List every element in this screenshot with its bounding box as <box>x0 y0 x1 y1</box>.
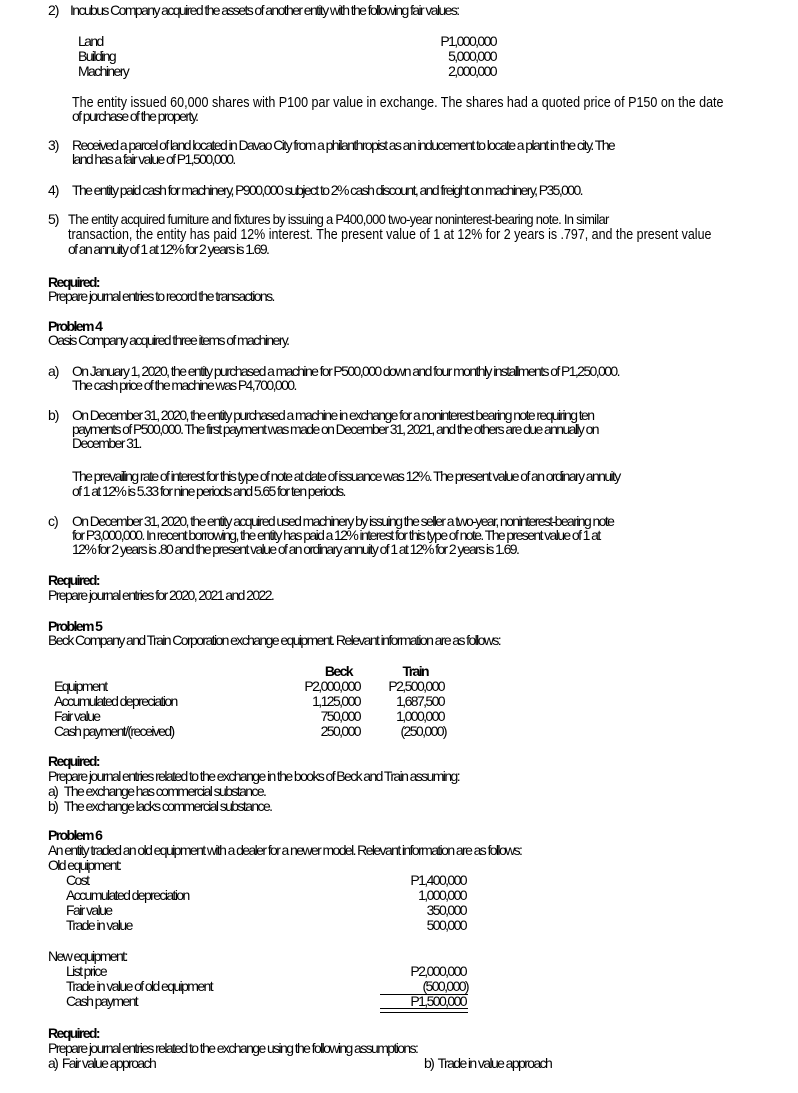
problem-4-b-p2-line1: The prevailing rate of interest for this type of note at date of issuance was 12%. The present value of an ordinary annuity <box>72 468 620 484</box>
table-cell-beck: 750,000 <box>320 708 360 724</box>
item-3-number: 3) <box>48 137 59 153</box>
problem-6-heading: Problem 6 <box>48 827 102 843</box>
item-2-intro: Incubus Company acquired the assets of another entity with the following fair values: <box>70 2 459 18</box>
table-row-label: Fair value <box>54 708 100 724</box>
new-row-value: (500,000) <box>422 978 468 994</box>
problem-6-option-b: b) Trade in value approach <box>424 1055 552 1071</box>
total-double-rule <box>380 1008 468 1013</box>
table-cell-train: 1,000,000 <box>396 708 444 724</box>
item-5-line1: The entity acquired furniture and fixtures by issuing a P400,000 two-year noninterest-bearing note. In similar <box>68 211 609 227</box>
table-row-label: Cash payment/(received) <box>54 723 174 739</box>
table-header-beck: Beck <box>324 663 352 679</box>
old-row-label: Trade in value <box>66 917 132 933</box>
item-5-line2: transaction, the entity has paid 12% interest. The present value of 1 at 12% for 2 years is .797, and the present value <box>68 226 712 243</box>
item-4-number: 4) <box>48 182 59 198</box>
problem-4-a-line1: On January 1, 2020, the entity purchased a machine for P500,000 down and four monthly installments of P1,250,000. <box>72 363 619 379</box>
new-row-value: P1,500,000 <box>410 993 466 1009</box>
table-cell-train: 1,687,500 <box>396 693 444 709</box>
item-2-note-line1: The entity issued 60,000 shares with P100 par value in exchange. The shares had a quoted price of P150 on the date <box>72 94 724 111</box>
asset-value-land: P1,000,000 <box>440 33 496 49</box>
new-row-label: Trade in value of old equipment <box>66 978 213 994</box>
problem-4-required-text: Prepare journal entries for 2020, 2021 and 2022. <box>48 587 274 603</box>
problem-6-intro: An entity traded an old equipment with a dealer for a newer model. Relevant information are as follows: <box>48 842 522 858</box>
new-equipment-heading: New equipment: <box>48 948 127 964</box>
table-cell-train: P2,500,000 <box>388 678 444 694</box>
table-cell-beck: 250,000 <box>320 723 360 739</box>
table-cell-beck: P2,000,000 <box>304 678 360 694</box>
problem-4-intro: Oasis Company acquired three items of machinery. <box>48 332 289 348</box>
problem-6-option-a: a) Fair value approach <box>48 1055 156 1071</box>
problem-4-a-line2: The cash price of the machine was P4,700,000. <box>72 377 296 393</box>
problem-4-required-heading: Required: <box>48 572 99 588</box>
problem-4-b-line1: On December 31, 2020, the entity purchased a machine in exchange for a noninterest bearing note requiring ten <box>72 407 594 423</box>
old-row-value: 1,000,000 <box>418 887 466 903</box>
problem-4-c-label: c) <box>48 513 58 529</box>
old-row-label: Accumulated depreciation <box>66 887 189 903</box>
item-5-number: 5) <box>48 211 59 227</box>
problem-5-intro: Beck Company and Train Corporation exchange equipment. Relevant information are as follows: <box>48 632 501 648</box>
problem-4-b-p2-line2: of 1 at 12% is 5.33 for nine periods and 5.65 for ten periods. <box>72 483 345 499</box>
new-row-label: Cash payment <box>66 993 138 1009</box>
old-row-label: Cost <box>66 872 89 888</box>
problem-5-required-text: Prepare journal entries related to the exchange in the books of Beck and Train assuming: <box>48 768 459 784</box>
required-heading-1: Required: <box>48 274 99 290</box>
table-header-train: Train <box>402 663 428 679</box>
problem-5-required-heading: Required: <box>48 753 99 769</box>
problem-4-heading: Problem 4 <box>48 318 102 334</box>
item-4-text: The entity paid cash for machinery, P900,000 subject to 2% cash discount, and freight on machinery, P35,000. <box>72 182 582 198</box>
item-2-note-line2: of purchase of the property. <box>72 108 198 124</box>
item-5-line3: of an annuity of 1 at 12% for 2 years is 1.69. <box>68 241 269 257</box>
new-row-label: List price <box>66 963 107 979</box>
item-3-line1: Received a parcel of land located in Davao City from a philanthropist as an inducement to locate a plant in the city. The <box>72 137 615 153</box>
asset-value-machinery: 2,000,000 <box>448 63 496 79</box>
table-cell-train: (250,000) <box>400 723 446 739</box>
problem-4-b-line3: December 31. <box>72 435 141 451</box>
problem-4-b-label: b) <box>48 407 59 423</box>
problem-4-c-line3: 12% for 2 years is .80 and the present value of an ordinary annuity of 1 at 12% for 2 years is 1.69. <box>72 541 519 557</box>
required-text-1: Prepare journal entries to record the transactions. <box>48 288 274 304</box>
problem-5-heading: Problem 5 <box>48 618 102 634</box>
problem-6-required-text: Prepare journal entries related to the exchange using the following assumptions: <box>48 1040 418 1056</box>
old-row-value: P1,400,000 <box>410 872 466 888</box>
problem-5-option-a: a) The exchange has commercial substance. <box>48 783 266 799</box>
asset-label-building: Building <box>78 48 116 64</box>
old-row-label: Fair value <box>66 902 112 918</box>
problem-4-b-line2: payments of P500,000. The first payment was made on December 31, 2021, and the others are due annually on <box>72 421 598 437</box>
table-row-label: Equipment <box>54 678 107 694</box>
asset-value-building: 5,000,000 <box>448 48 496 64</box>
old-row-value: 350,000 <box>426 902 466 918</box>
table-cell-beck: 1,125,000 <box>312 693 360 709</box>
new-row-value: P2,000,000 <box>410 963 466 979</box>
problem-4-a-label: a) <box>48 363 59 379</box>
problem-4-c-line2: for P3,000,000. In recent borrowing, the entity has paid a 12% interest for this type of note. The present value of 1 at <box>72 527 600 543</box>
old-equipment-heading: Old equipment: <box>48 857 121 873</box>
item-2-number: 2) <box>48 2 59 18</box>
asset-label-machinery: Machinery <box>78 63 129 79</box>
item-3-line2: land has a fair value of P1,500,000. <box>72 151 235 167</box>
problem-5-option-b: b) The exchange lacks commercial substance. <box>48 798 272 814</box>
problem-4-c-line1: On December 31, 2020, the entity acquired used machinery by issuing the seller a two-year, noninterest-bearing note <box>72 513 614 529</box>
table-row-label: Accumulated depreciation <box>54 693 177 709</box>
asset-label-land: Land <box>78 33 103 49</box>
old-row-value: 500,000 <box>426 917 466 933</box>
problem-6-required-heading: Required: <box>48 1025 99 1041</box>
